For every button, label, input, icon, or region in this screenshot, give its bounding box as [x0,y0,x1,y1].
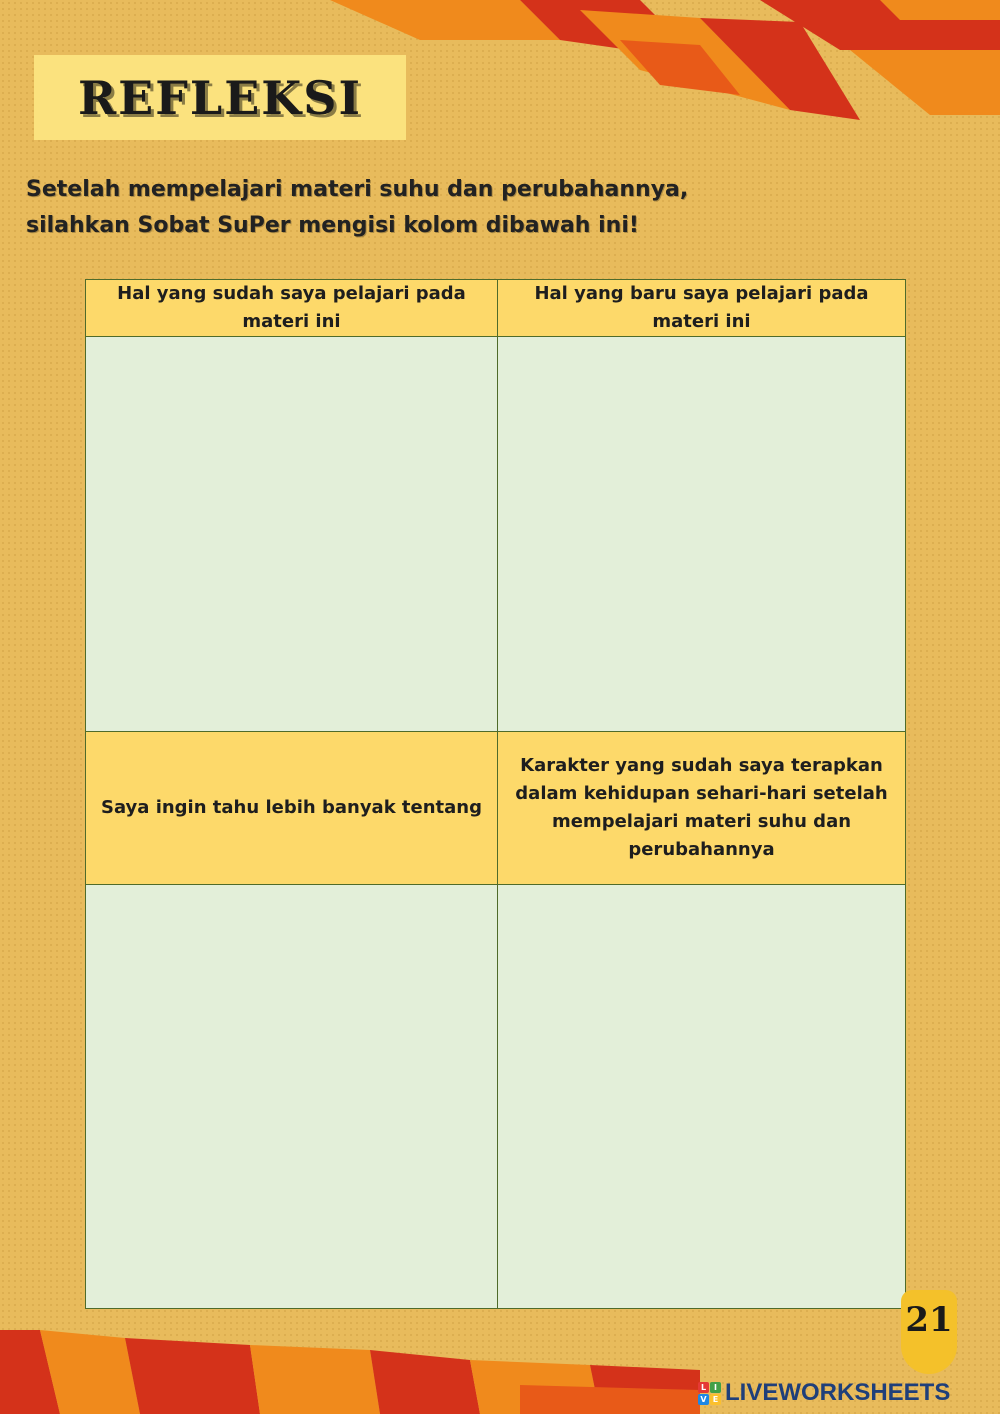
logo-tile-v: V [698,1394,709,1405]
answer-row-bottom [86,885,906,1309]
liveworksheets-icon [698,1382,721,1405]
reflection-table [85,279,906,1309]
logo-tile-l: L [698,1382,709,1393]
answer-cell-learned [86,337,498,732]
answer-cell-new-learned [498,337,906,732]
page-number-badge [901,1290,957,1374]
page-number: 21 [905,1300,953,1340]
top-stripes [330,0,1000,120]
answer-cell-character-applied [498,885,906,1309]
instructions-line-1: Setelah mempelajari materi suhu dan perubahannya, [26,177,689,202]
bottom-stripes [0,1330,700,1414]
logo-tile-e: E [710,1394,721,1405]
header-learned: Hal yang sudah saya pelajari pada materi ini [86,280,498,337]
instructions-line-2: silahkan Sobat SuPer mengisi kolom dibawah ini! [26,213,639,238]
liveworksheets-text: LIVEWORKSHEETS [725,1379,951,1406]
answer-input-character-applied[interactable] [498,881,905,1304]
instructions [26,172,921,244]
answer-input-want-to-know[interactable] [86,881,497,1304]
answer-input-learned[interactable] [86,333,497,727]
header-row-top [86,280,906,337]
answer-input-new-learned[interactable] [498,333,905,727]
liveworksheets-logo [698,1378,950,1408]
header-character-applied: Karakter yang sudah saya terapkan dalam kehidupan sehari-hari setelah mempelajari materi suhu dan perubahannya [498,732,906,885]
header-want-to-know: Saya ingin tahu lebih banyak tentang [86,732,498,885]
page-title: REFLEKSI [77,70,363,125]
header-new-learned: Hal yang baru saya pelajari pada materi ini [498,280,906,337]
answer-cell-want-to-know [86,885,498,1309]
answer-row-top [86,337,906,732]
header-row-bottom [86,732,906,885]
title-box [34,55,406,140]
logo-tile-i: I [710,1382,721,1393]
